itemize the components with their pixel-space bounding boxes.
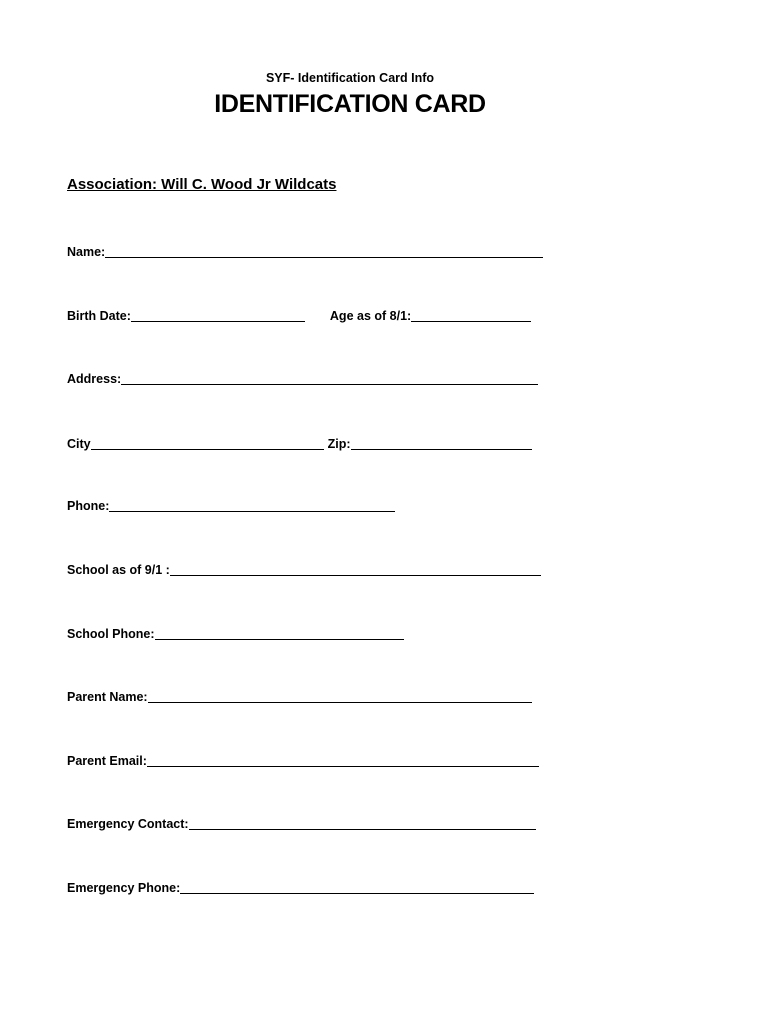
school-row <box>67 559 541 577</box>
phone-row <box>67 495 395 513</box>
parent-name-label: Parent Name: <box>67 690 148 704</box>
zip-label: Zip: <box>327 437 351 451</box>
emergency-contact-row <box>67 813 536 831</box>
school-label: School as of 9/1 : <box>67 563 170 577</box>
phone-field[interactable] <box>109 499 395 512</box>
city-zip-row <box>67 433 532 451</box>
emergency-phone-label: Emergency Phone: <box>67 881 181 895</box>
birth-date-row <box>67 305 531 323</box>
emergency-contact-label: Emergency Contact: <box>67 817 189 831</box>
parent-email-field[interactable] <box>147 754 539 767</box>
age-field[interactable] <box>411 309 531 322</box>
parent-name-field[interactable] <box>148 690 532 703</box>
school-phone-field[interactable] <box>155 627 404 640</box>
city-field[interactable] <box>91 437 324 450</box>
address-row <box>67 368 538 386</box>
emergency-phone-row <box>67 877 534 895</box>
phone-label: Phone: <box>67 499 110 513</box>
name-field[interactable] <box>105 245 543 258</box>
address-label: Address: <box>67 372 122 386</box>
emergency-contact-field[interactable] <box>189 817 536 830</box>
zip-field[interactable] <box>351 437 532 450</box>
birth-date-field[interactable] <box>131 309 305 322</box>
parent-email-row <box>67 750 539 768</box>
school-phone-row <box>67 623 404 641</box>
parent-name-row <box>67 686 532 704</box>
address-field[interactable] <box>121 372 538 385</box>
name-label: Name: <box>67 245 106 259</box>
emergency-phone-field[interactable] <box>180 881 534 894</box>
city-label: City <box>67 437 91 451</box>
form-subtitle: SYF- Identification Card Info <box>265 71 435 85</box>
age-label: Age as of 8/1: <box>329 309 412 323</box>
birth-date-label: Birth Date: <box>67 309 131 323</box>
parent-email-label: Parent Email: <box>67 754 147 768</box>
name-row <box>67 241 543 259</box>
school-phone-label: School Phone: <box>67 627 155 641</box>
association-heading: Association: Will C. Wood Jr Wildcats <box>67 176 337 193</box>
form-title: IDENTIFICATION CARD <box>214 90 486 118</box>
school-field[interactable] <box>170 563 541 576</box>
